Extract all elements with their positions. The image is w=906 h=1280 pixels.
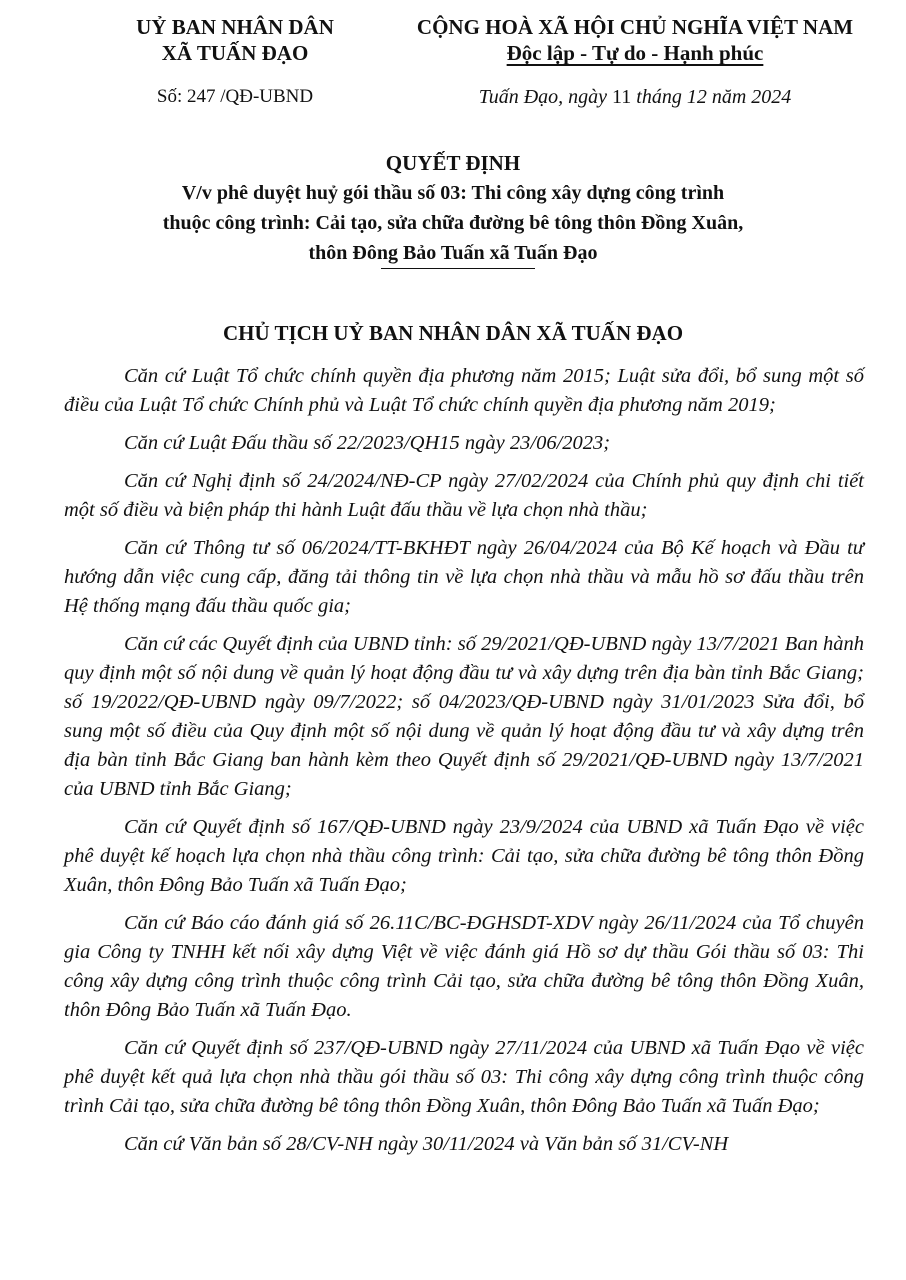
doc-number-value: 247 [186,86,216,107]
legal-basis-paragraph: Căn cứ Nghị định số 24/2024/NĐ-CP ngày 27/02/2024 của Chính phủ quy định chi tiết một số điều và biện pháp thi hành Luật đấu thầu về lựa chọn nhà thầu; [64,470,864,521]
doc-number-suffix: /QĐ-UBND [220,86,314,107]
legal-basis-paragraph: Căn cứ Quyết định số 237/QĐ-UBND ngày 27/11/2024 của UBND xã Tuấn Đạo về việc phê duyệt kết quả lựa chọn nhà thầu gói thầu số 03: Thi công xây dựng công trình thuộc công trình Cải tạo, sửa chữa đường bê tông thôn Đồng Xuân, thôn Đông Bảo Tuấn xã Tuấn Đạo; [64,1037,864,1117]
place-date-suffix: tháng 12 năm 2024 [636,86,792,108]
legal-basis-paragraph: Căn cứ Văn bản số 28/CV-NH ngày 30/11/2024 và Văn bản số 31/CV-NH [124,1133,729,1155]
issuing-authority [100,14,370,66]
legal-basis-paragraph: Căn cứ Quyết định số 167/QĐ-UBND ngày 23/9/2024 của UBND xã Tuấn Đạo về việc phê duyệt kế hoạch lựa chọn nhà thầu công trình: Cải tạo, sửa chữa đường bê tông thôn Đồng Xuân, thôn Đông Bảo Tuấn xã Tuấn Đạo; [64,816,864,896]
national-motto: Độc lập - Tự do - Hạnh phúc [506,41,764,65]
title-divider [381,268,535,269]
national-title: CỘNG HOÀ XÃ HỘI CHỦ NGHĨA VIỆT NAM [416,15,854,39]
subject-line-1: V/v phê duyệt huỷ gói thầu số 03: Thi công xây dựng công trình [181,182,725,204]
place-date-prefix: Tuấn Đạo, ngày [478,86,608,108]
legal-basis-paragraph: Căn cứ Báo cáo đánh giá số 26.11C/BC-ĐGHSDT-XDV ngày 26/11/2024 của Tổ chuyên gia Công ty TNHH kết nối xây dựng Việt về việc đánh giá Hồ sơ dự thầu Gói thầu số 03: Thi công xây dựng công trình thuộc công trình Cải tạo, sửa chữa đường bê tông thôn Đồng Xuân, thôn Đông Bảo Tuấn xã Tuấn Đạo. [64,912,864,1021]
legal-basis-paragraph: Căn cứ Luật Tổ chức chính quyền địa phương năm 2015; Luật sửa đổi, bổ sung một số điều của Luật Tổ chức Chính phủ và Luật Tổ chức chính quyền địa phương năm 2019; [64,365,864,416]
document-type-title: QUYẾT ĐỊNH [385,151,521,175]
national-heading [378,14,892,66]
legal-basis-paragraph: Căn cứ Thông tư số 06/2024/TT-BKHĐT ngày 26/04/2024 của Bộ Kế hoạch và Đầu tư hướng dẫn việc cung cấp, đăng tải thông tin về lựa chọn nhà thầu và mẫu hồ sơ đấu thầu trên Hệ thống mạng đấu thầu quốc gia; [64,537,864,617]
doc-number-prefix: Số: [156,86,183,107]
subject-line-3: thôn Đông Bảo Tuấn xã Tuấn Đạo [308,242,598,264]
legal-basis-paragraph: Căn cứ các Quyết định của UBND tỉnh: số 29/2021/QĐ-UBND ngày 13/7/2021 Ban hành quy định một số nội dung về quản lý hoạt động đầu tư và xây dựng trên địa bàn tỉnh Bắc Giang; số 19/2022/QĐ-UBND ngày 09/7/2022; số 04/2023/QĐ-UBND ngày 31/01/2023 Sửa đổi, bổ sung một số điều của Quy định một số nội dung về quản lý hoạt động đầu tư và xây dựng trên địa bàn tỉnh Bắc Giang ban hành kèm theo Quyết định số 29/2021/QĐ-UBND ngày 13/7/2021 của UBND tỉnh Bắc Giang; [64,633,864,800]
subject-line-2: thuộc công trình: Cải tạo, sửa chữa đường bê tông thôn Đồng Xuân, [162,212,744,234]
legal-basis-paragraph: Căn cứ Luật Đấu thầu số 22/2023/QH15 ngày 23/06/2023; [124,432,611,454]
document-number [100,84,370,110]
date-day: 11 [612,86,632,108]
legal-basis-section [64,362,864,1168]
decision-authority: CHỦ TỊCH UỶ BAN NHÂN DÂN XÃ TUẤN ĐẠO [222,321,684,345]
authority-name-line2: XÃ TUẤN ĐẠO [161,41,309,65]
document-title-block [40,148,866,268]
place-and-date [378,84,892,110]
authority-name-line1: UỶ BAN NHÂN DÂN [136,15,334,39]
